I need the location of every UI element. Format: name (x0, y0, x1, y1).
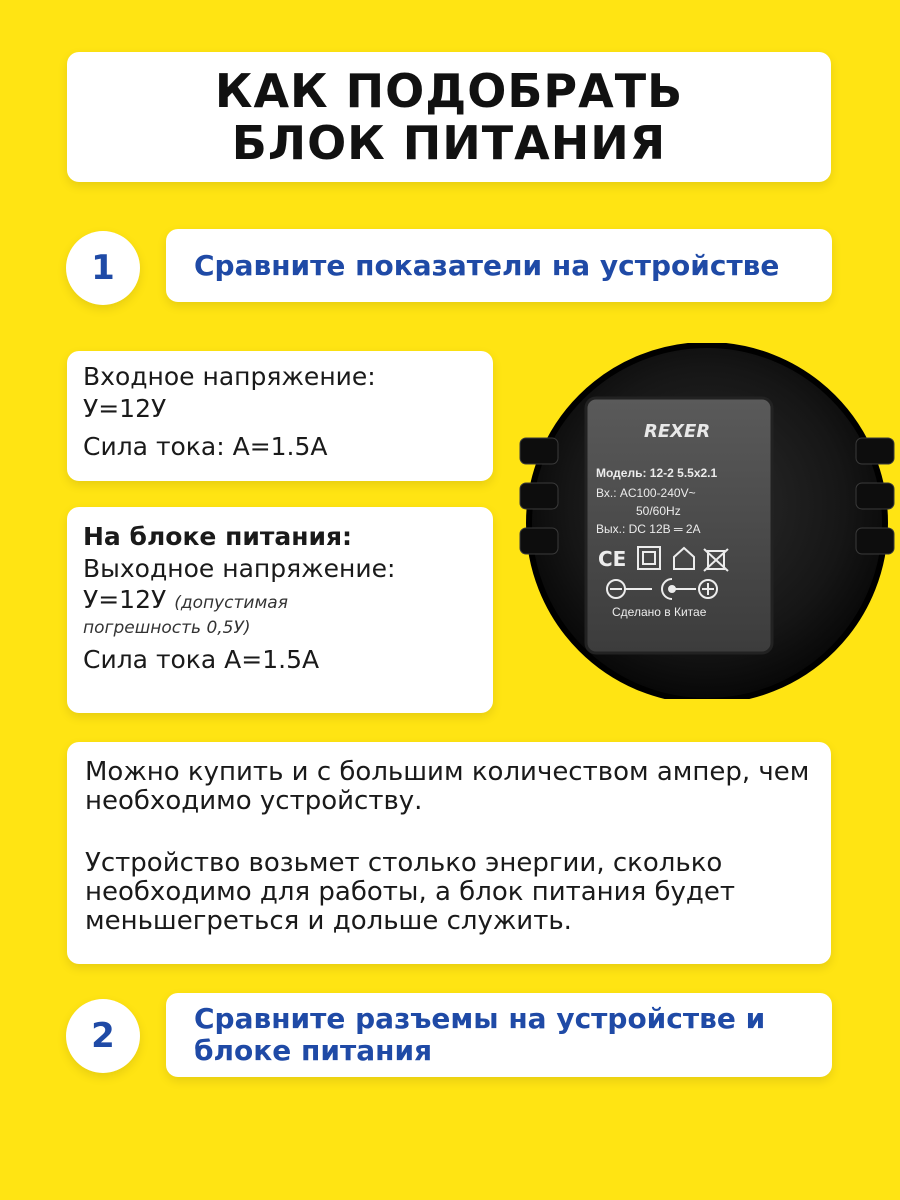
input-voltage-label: Входное напряжение: (83, 362, 376, 391)
step-2-card (166, 993, 832, 1077)
output-voltage-label: Выходное напряжение: (83, 554, 396, 583)
step-2-text: Сравните разъемы на устройстве и блоке питания (194, 1002, 766, 1067)
info-paragraph-2: Устройство возьмет столько энергии, сколько необходимо для работы, а блок питания будет меньшегреться и дольше служить. (85, 848, 736, 936)
tolerance-note-a: (допустимая (174, 593, 288, 613)
power-adapter-photo (514, 343, 900, 699)
step-1-card (166, 229, 832, 302)
step-2-number: 2 (66, 999, 140, 1073)
title-card (67, 52, 831, 182)
input-specs-card (67, 351, 493, 481)
label-freq: 50/60Hz (636, 504, 681, 518)
label-output: Вых.: DC 12В ═ 2А (596, 522, 701, 536)
output-specs-card (67, 507, 493, 713)
label-model: Модель: 12-2 5.5x2.1 (596, 466, 718, 480)
title-line-1: КАК ПОДОБРАТЬ (214, 64, 684, 118)
label-input: Вх.: AC100-240V~ (596, 486, 696, 500)
input-voltage-value: У=12У (83, 394, 167, 423)
input-current: Сила тока: А=1.5А (83, 432, 328, 461)
output-heading: На блоке питания: (83, 522, 353, 551)
step-1-text: Сравните показатели на устройстве (194, 248, 780, 282)
title-line-2: БЛОК ПИТАНИЯ (231, 116, 667, 170)
brand-logo: REXER (644, 421, 711, 442)
output-voltage-value: У=12У (83, 585, 167, 614)
info-card (67, 742, 831, 964)
svg-text:CE: CE (598, 547, 627, 571)
info-paragraph-1: Можно купить и с большим количеством ампер, чем необходимо устройству. (85, 757, 810, 816)
tolerance-note-b: погрешность 0,5У) (83, 618, 251, 638)
label-made-in: Сделано в Китае (612, 605, 707, 619)
output-current: Сила тока А=1.5А (83, 645, 320, 674)
step-1-number: 1 (66, 231, 140, 305)
